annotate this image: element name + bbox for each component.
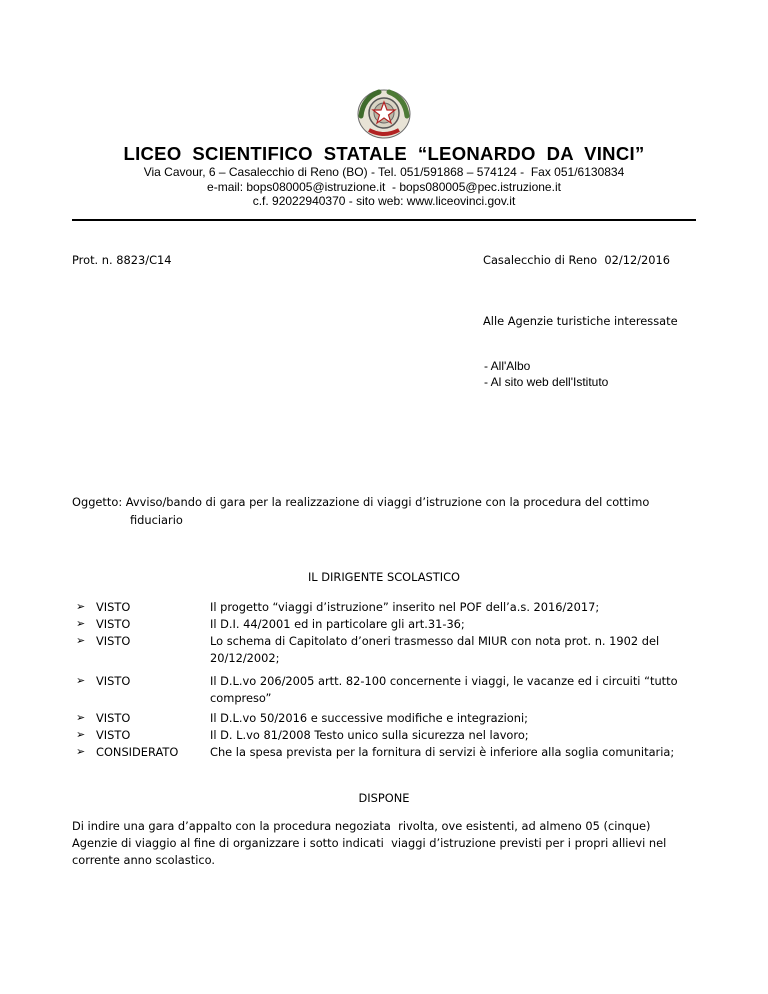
school-name: LICEO SCIENTIFICO STATALE “LEONARDO DA VINCI”: [123, 143, 645, 164]
dispone-line-3: corrente anno scolastico.: [72, 853, 216, 867]
dispone-line-2: Agenzie di viaggio al fine di organizzare i sotto indicati viaggi d’istruzione previsti per i propri allievi nel: [72, 836, 667, 850]
arrow-bullet-icon: ➢: [76, 634, 86, 647]
dirigente-heading: IL DIRIGENTE SCOLASTICO: [307, 570, 461, 584]
premise-text: Il D. L.vo 81/2008 Testo unico sulla sicurezza nel lavoro;: [210, 728, 529, 742]
arrow-bullet-icon: ➢: [76, 745, 86, 758]
place-date: Casalecchio di Reno 02/12/2016: [483, 253, 671, 267]
arrow-bullet-icon: ➢: [76, 728, 86, 741]
arrow-bullet-icon: ➢: [76, 674, 86, 687]
subject-line-1: Oggetto: Avviso/bando di gara per la realizzazione di viaggi d’istruzione con la procedura del cottimo: [72, 495, 650, 509]
premise-text: Il D.L.vo 50/2016 e successive modifiche e integrazioni;: [210, 711, 528, 725]
premise-label: VISTO: [96, 617, 131, 631]
arrow-bullet-icon: ➢: [76, 617, 86, 630]
arrow-bullet-icon: ➢: [76, 600, 86, 613]
arrow-bullet-icon: ➢: [76, 711, 86, 724]
school-email: e-mail: bops080005@istruzione.it - bops080005@pec.istruzione.it: [207, 180, 561, 194]
recipient-albo: - All'Albo: [484, 359, 531, 373]
premise-label: VISTO: [96, 600, 131, 614]
header-divider: [72, 219, 696, 221]
dispone-line-1: Di indire una gara d’appalto con la procedura negoziata rivolta, ove esistenti, ad almeno 05 (cinque): [72, 819, 651, 833]
premise-label: VISTO: [96, 711, 131, 725]
italian-republic-emblem-icon: [355, 86, 413, 140]
recipient-website: - Al sito web dell'Istituto: [484, 375, 609, 389]
premise-text: Il progetto “viaggi d’istruzione” inserito nel POF dell’a.s. 2016/2017;: [210, 600, 600, 614]
premise-label: VISTO: [96, 634, 131, 648]
premise-text: Il D.L.vo 206/2005 artt. 82-100 concernente i viaggi, le vacanze ed i circuiti “tutto compreso”: [210, 674, 678, 705]
premise-label: VISTO: [96, 674, 131, 688]
premise-text: Lo schema di Capitolato d’oneri trasmesso dal MIUR con nota prot. n. 1902 del 20/12/2002;: [210, 634, 660, 665]
recipient-agencies: Alle Agenzie turistiche interessate: [483, 314, 678, 328]
school-fiscal-code: c.f. 92022940370 - sito web: www.liceovinci.gov.it: [252, 194, 516, 208]
premise-text: Che la spesa prevista per la fornitura di servizi è inferiore alla soglia comunitaria;: [210, 745, 675, 759]
premise-label: CONSIDERATO: [96, 745, 179, 759]
dispone-heading: DISPONE: [358, 791, 410, 805]
school-address: Via Cavour, 6 – Casalecchio di Reno (BO) - Tel. 051/591868 – 574124 - Fax 051/6130834: [143, 165, 625, 179]
premise-label: VISTO: [96, 728, 131, 742]
premise-text: Il D.I. 44/2001 ed in particolare gli art.31-36;: [210, 617, 465, 631]
subject-line-2: fiduciario: [130, 513, 183, 527]
protocol-number: Prot. n. 8823/C14: [72, 253, 172, 267]
